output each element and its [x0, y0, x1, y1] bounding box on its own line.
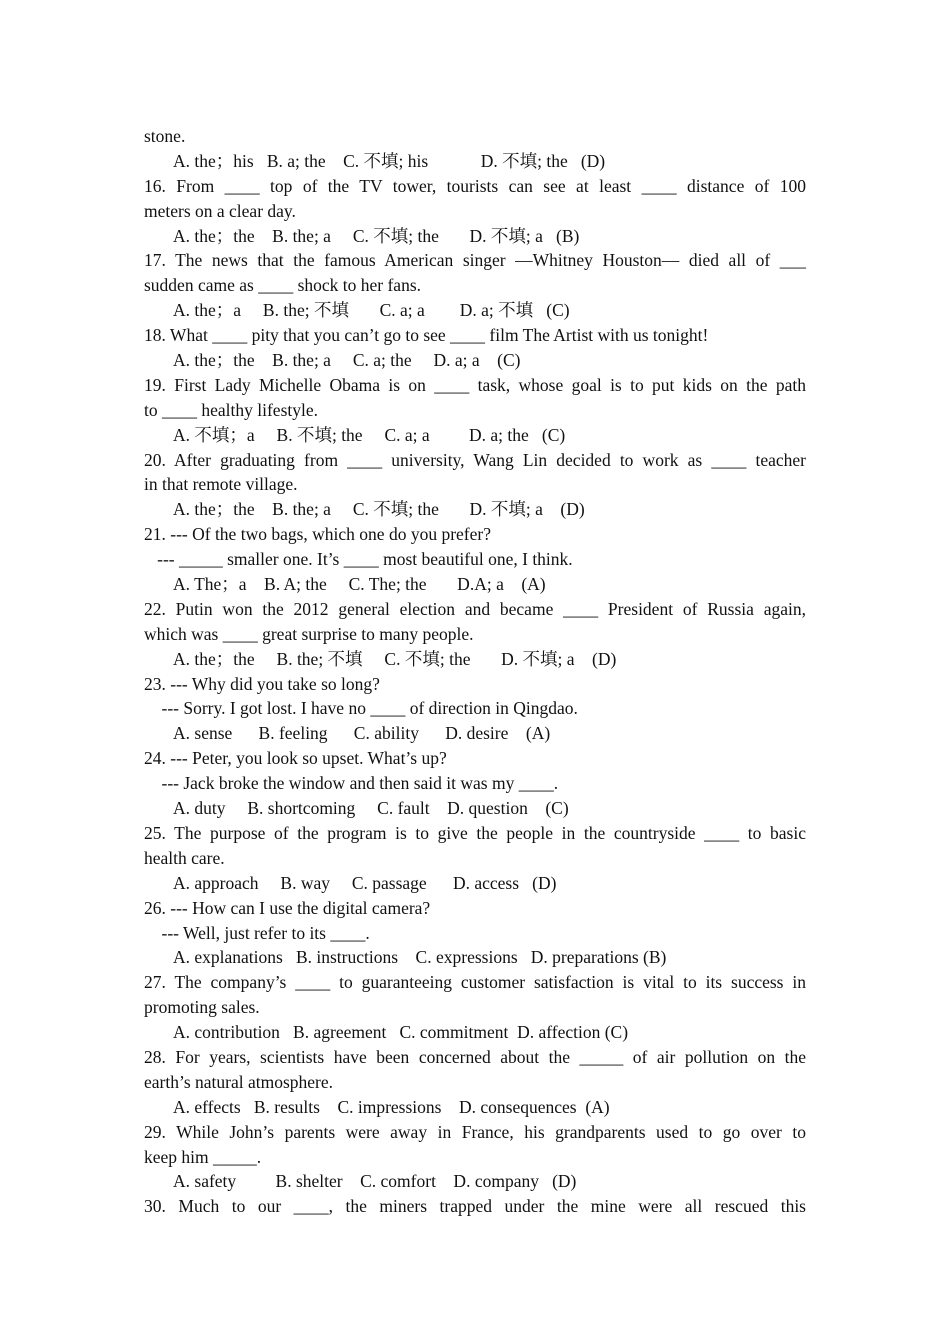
answer-options: A. effects B. results C. impressions D. consequences (A) [173, 1096, 610, 1117]
dialogue-reply: --- Jack broke the window and then said it was my ____. [144, 773, 559, 794]
answer-options: A. the；a B. the; 不填 C. a; a D. a; 不填 (C) [173, 300, 570, 321]
text-line: in that remote village. [144, 474, 298, 495]
question-16: 16. From ____ top of the TV tower, tourists can see at least ____ distance of 100 [144, 175, 806, 196]
text-line: which was ____ great surprise to many people. [144, 623, 474, 644]
question-20: 20. After graduating from ____ university, Wang Lin decided to work as ____ teacher [144, 449, 806, 470]
text-line: keep him _____. [144, 1146, 262, 1167]
dialogue-reply: --- _____ smaller one. It’s ____ most beautiful one, I think. [144, 549, 573, 570]
question-27: 27. The company’s ____ to guaranteeing customer satisfaction is vital to its success in [144, 972, 806, 993]
text-line: stone. [144, 126, 186, 146]
answer-options: A. the；his B. a; the C. 不填; his D. 不填; the (D) [173, 150, 606, 171]
text-line: health care. [144, 847, 225, 868]
answer-options: A. sense B. feeling C. ability D. desire (A) [173, 723, 551, 744]
question-22: 22. Putin won the 2012 general election and became ____ President of Russia again, [144, 598, 806, 619]
text-line: earth’s natural atmosphere. [144, 1071, 334, 1092]
answer-options: A. 不填；a B. 不填; the C. a; a D. a; the (C) [173, 424, 566, 445]
question-24: 24. --- Peter, you look so upset. What’s up? [144, 748, 447, 769]
answer-options: A. the；the B. the; a C. a; the D. a; a (C) [173, 350, 521, 371]
question-19: 19. First Lady Michelle Obama is on ____ task, whose goal is to put kids on the path [144, 374, 806, 395]
answer-options: A. the；the B. the; a C. 不填; the D. 不填; a (B) [173, 225, 580, 246]
question-17: 17. The news that the famous American singer —Whitney Houston— died all of ___ [144, 250, 806, 271]
question-25: 25. The purpose of the program is to give the people in the countryside ____ to basic [144, 822, 806, 843]
question-29: 29. While John’s parents were away in France, his grandparents used to go over to [144, 1121, 806, 1142]
answer-options: A. contribution B. agreement C. commitment D. affection (C) [173, 1022, 629, 1043]
answer-options: A. approach B. way C. passage D. access (D) [173, 872, 557, 893]
text-line: sudden came as ____ shock to her fans. [144, 275, 422, 296]
question-28: 28. For years, scientists have been concerned about the _____ of air pollution on the [144, 1046, 806, 1067]
text-line: to ____ healthy lifestyle. [144, 399, 318, 420]
question-23: 23. --- Why did you take so long? [144, 673, 380, 694]
question-21: 21. --- Of the two bags, which one do you prefer? [144, 524, 491, 545]
answer-options: A. the；the B. the; 不填 C. 不填; the D. 不填; a (D) [173, 648, 617, 669]
question-18: 18. What ____ pity that you can’t go to see ____ film The Artist with us tonight! [144, 325, 709, 346]
answer-options: A. safety B. shelter C. comfort D. company (D) [173, 1171, 577, 1192]
dialogue-reply: --- Sorry. I got lost. I have no ____ of direction in Qingdao. [144, 698, 578, 719]
text-line: meters on a clear day. [144, 200, 296, 221]
answer-options: A. explanations B. instructions C. expressions D. preparations (B) [173, 947, 667, 968]
question-26: 26. --- How can I use the digital camera? [144, 897, 431, 918]
question-30: 30. Much to our ____, the miners trapped under the mine were all rescued this [144, 1196, 806, 1217]
answer-options: A. duty B. shortcoming C. fault D. question (C) [173, 798, 569, 819]
answer-options: A. the；the B. the; a C. 不填; the D. 不填; a (D) [173, 499, 585, 520]
dialogue-reply: --- Well, just refer to its ____. [144, 922, 370, 943]
text-line: promoting sales. [144, 997, 260, 1018]
answer-options: A. The；a B. A; the C. The; the D.A; a (A) [173, 574, 546, 595]
document-page [144, 124, 806, 1219]
